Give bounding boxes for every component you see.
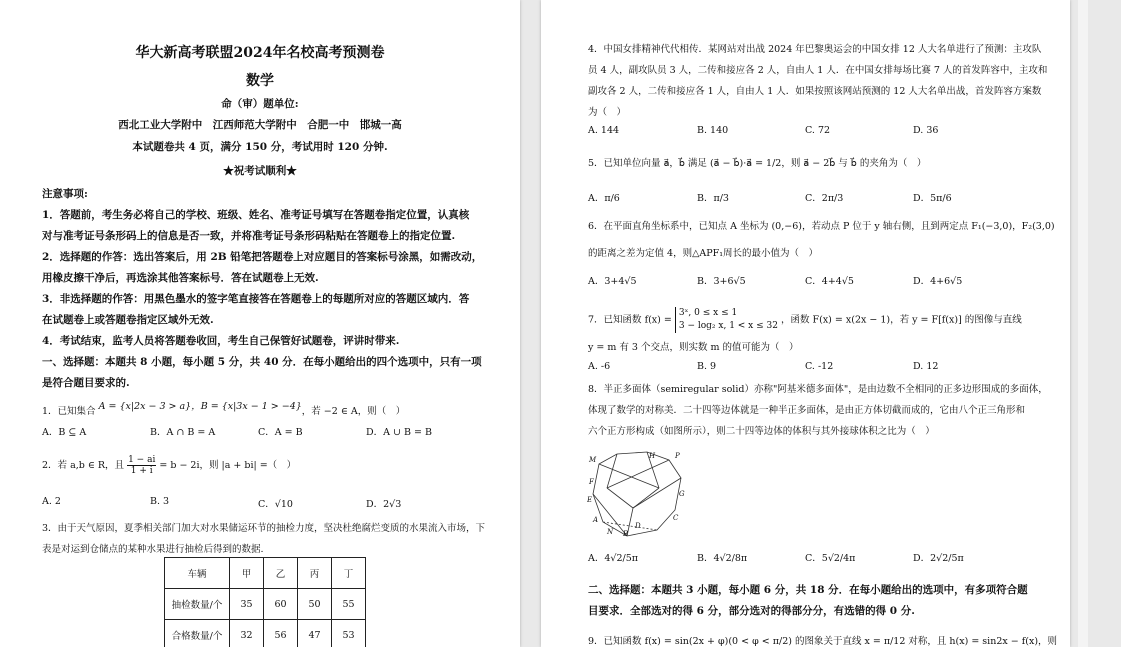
q7-option-c: C. -12 (805, 361, 834, 372)
exam-info: 本试题卷共 4 页，满分 150 分，考试用时 120 分钟. (132, 141, 388, 153)
fig-label-a: A (593, 516, 599, 524)
q6-line-b: 的距离之差为定值 4，则△APF₁周长的最小值为（ ） (588, 248, 819, 259)
fig-label-p: P (675, 452, 680, 460)
table-cell: 35 (230, 589, 264, 620)
table-row (165, 558, 366, 589)
q8-option-d: D．2√2/5π (913, 553, 964, 564)
q7-option-b: B. 9 (697, 361, 717, 372)
fig-label-d: D (635, 522, 641, 530)
schools-line: 西北工业大学附中 江西师范大学附中 合肥一中 邯城一高 (118, 119, 402, 131)
q4-option-c: C. 72 (805, 125, 831, 136)
q5-option-c: C．2π/3 (805, 193, 844, 204)
q2-option-d: D．2√3 (366, 499, 402, 510)
fig-label-g: G (679, 490, 685, 498)
table-cell: 50 (298, 589, 332, 620)
q3-line-a: 3．由于天气原因，夏季相关部门加大对水果储运环节的抽检力度，坚决杜绝腐烂变质的水果流入市场，下 (42, 523, 486, 534)
table-cell: 53 (332, 620, 366, 647)
q5-option-b: B．π/3 (697, 193, 729, 204)
question-1 (42, 403, 405, 417)
table-header-cell: 乙 (264, 558, 298, 589)
notice-2a: 2．选择题的作答：选出答案后，用 2B 铅笔把答题卷上对应题目的答案标号涂黑，如需改动， (42, 251, 483, 263)
q4-option-a: A. 144 (588, 125, 620, 136)
q4-option-d: D. 36 (913, 125, 939, 136)
notice-3b: 在试题卷上或答题卷指定区域外无效. (42, 314, 214, 326)
q4-line-b: 员 4 人，副攻队员 3 人，二传和接应各 2 人，自由人 1 人．在中国女排每场比赛 7 人的首发阵容中，主攻和 (588, 65, 1048, 76)
exam-subject: 数学 (246, 73, 274, 89)
q7-option-d: D. 12 (913, 361, 939, 372)
notice-4: 4．考试结束，监考人员将答题卷收回，考生自己保管好试题卷，评讲时带来. (42, 335, 400, 347)
question-2 (42, 455, 296, 476)
q6-option-a: A．3+4√5 (588, 276, 637, 287)
table-header-cell: 车辆 (165, 558, 230, 589)
q4-line-c: 副攻各 2 人，二传和接应各 1 人，自由人 1 人．如果按照该网站预测的 12 人大名单出战，首发阵容方案数 (588, 86, 1042, 97)
q7-case-2: 3 − log₂ x, 1 < x ≤ 32 (678, 321, 778, 331)
q6-option-c: C．4+4√5 (805, 276, 854, 287)
q1-condition: ，若 −2 ∈ A，则（ ） (301, 406, 406, 417)
setter-label: 命（审）题单位: (221, 98, 299, 110)
fig-label-f: F (589, 478, 594, 486)
q2-option-b: B. 3 (150, 496, 170, 507)
q4-line-a: 4．中国女排精神代代相传．某网站对出战 2024 年巴黎奥运会的中国女排 12 人大名单进行了预测：主攻队 (588, 44, 1042, 55)
table-row (165, 620, 366, 647)
q7-case-1: 3ˣ, 0 ≤ x ≤ 1 (678, 308, 738, 318)
q1-option-b: B．A ∩ B = A (150, 427, 216, 438)
notice-3a: 3．非选择题的作答：用黑色墨水的签字笔直接答在答题卷上的每题所对应的答题区域内．答 (42, 293, 470, 305)
q8-line-b: 体现了数学的对称美．二十四等边体就是一种半正多面体，是由正方体切截而成的，它由八个正三角形和 (588, 405, 1026, 416)
q1-option-a: A．B ⊆ A (42, 427, 87, 438)
q3-line-b: 表是对运到仓储点的某种水果进行抽检后得到的数据. (42, 544, 264, 555)
q2-numerator: 1 − ai (128, 455, 156, 465)
notice-2b: 用橡皮擦干净后，再选涂其他答案标号．答在试题卷上无效. (42, 272, 319, 284)
q2-option-a: A. 2 (42, 496, 61, 507)
polyhedron-edge (607, 488, 633, 508)
q2-fraction (127, 455, 156, 476)
question-9: 9．已知函数 f(x) = sin(2x + φ)(0 < φ < π/2) 的图象关于直线 x = π/12 对称，且 h(x) = sin2x − f(x)，则 (588, 636, 1058, 647)
q1-set-b: ，B = {x|3x − 1 > −4} (191, 401, 302, 412)
vertical-scrollbar[interactable] (1078, 0, 1088, 647)
fig-label-b: B (623, 530, 629, 538)
section-2-heading-a: 二、选择题：本题共 3 小题，每小题 6 分，共 18 分．在每小题给出的选项中，有多项符合题 (588, 584, 1028, 596)
q2-prefix: 2．若 a,b ∈ R，且 (42, 460, 125, 471)
q1-option-d: D．A ∪ B = B (366, 427, 432, 438)
q4-line-d: 为（ ） (588, 107, 627, 118)
q6-option-b: B．3+6√5 (697, 276, 746, 287)
q8-line-c: 六个正方形构成（如图所示），则二十四等边体的体积与其外接球体积之比为（ ） (588, 426, 935, 437)
q8-line-a: 8．半正多面体（semiregular solid）亦称"阿基米德多面体"，是由边数不全相同的正多边形围成的多面体， (588, 384, 1048, 395)
table-cell: 合格数量/个 (165, 620, 230, 647)
q8-option-a: A．4√2/5π (588, 553, 638, 564)
table-cell: 60 (264, 589, 298, 620)
q7-line-b: y = m 有 3 个交点，则实数 m 的值可能为（ ） (588, 342, 799, 353)
section-2-heading-b: 目要求．全部选对的得 6 分，部分选对的得部分分，有选错的得 0 分. (588, 605, 915, 617)
table-cell: 32 (230, 620, 264, 647)
q4-option-b: B. 140 (697, 125, 729, 136)
q7-postfix: ，函数 F(x) = x(2x − 1)，若 y = F[f(x)] 的图像与直线 (781, 314, 1022, 326)
q6-line-a: 6．在平面直角坐标系中，已知点 A 坐标为 (0,−6)，若动点 P 位于 y 轴右侧，且到两定点 F₁(−3,0)，F₂(3,0) (588, 221, 1055, 232)
exam-page-right (541, 0, 1070, 647)
exam-page-left (0, 0, 520, 647)
q1-stem: 1．已知集合 (42, 406, 96, 417)
good-luck: ★祝考试顺利★ (223, 165, 297, 177)
fig-label-m: M (589, 456, 597, 464)
exam-title: 华大新高考联盟2024年名校高考预测卷 (135, 45, 385, 61)
table-cell: 抽检数量/个 (165, 589, 230, 620)
q1-set-a: A = {x|2x − 3 > a} (98, 401, 192, 412)
table-header-cell: 甲 (230, 558, 264, 589)
polyhedron-edge (607, 460, 669, 488)
table-header-cell: 丙 (298, 558, 332, 589)
table-header-cell: 丁 (332, 558, 366, 589)
table-cell: 55 (332, 589, 366, 620)
fig-label-n: N (607, 528, 614, 536)
q8-option-b: B．4√2/8π (697, 553, 748, 564)
notice-1a: 1．答题前，考生务必将自己的学校、班级、姓名、准考证号填写在答题卷指定位置，认真核 (42, 209, 470, 221)
table-row (165, 589, 366, 620)
fig-label-e: E (587, 496, 593, 504)
q8-option-c: C．5√2/4π (805, 553, 856, 564)
q2-option-c: C．√10 (258, 499, 293, 510)
section-1-heading-a: 一、选择题：本题共 8 小题，每小题 5 分，共 40 分．在每小题给出的四个选项中，只有一项 (42, 356, 482, 368)
notice-1b: 对与准考证号条形码上的信息是否一致，并将准考证号条形码粘贴在答题卷上的指定位置. (42, 230, 456, 242)
fig-label-c: C (673, 514, 679, 522)
polyhedron-edge (633, 488, 659, 508)
q7-piecewise (675, 307, 778, 333)
fig-label-h: H (649, 452, 656, 460)
notice-title: 注意事项: (42, 188, 88, 200)
polyhedron-figure (587, 448, 687, 538)
question-7 (588, 307, 1022, 333)
q7-prefix: 7．已知函数 f(x) = (588, 314, 672, 326)
q5-option-d: D．5π/6 (913, 193, 952, 204)
q7-option-a: A. -6 (588, 361, 611, 372)
section-1-heading-b: 是符合题目要求的. (42, 377, 130, 389)
q1-option-c: C．A = B (258, 427, 303, 438)
q2-postfix: = b − 2i，则 |a + bi| =（ ） (159, 460, 297, 471)
fruit-inspection-table (164, 557, 366, 647)
q5-option-a: A．π/6 (588, 193, 620, 204)
question-5: 5．已知单位向量 a⃗，b⃗ 满足 (a⃗ − b⃗)·a⃗ = 1/2，则 a⃗ − 2b⃗ 与 b⃗ 的夹角为（ ） (588, 158, 927, 169)
q6-option-d: D．4+6√5 (913, 276, 963, 287)
table-cell: 47 (298, 620, 332, 647)
table-cell: 56 (264, 620, 298, 647)
q2-denominator: 1 + i (130, 466, 153, 476)
